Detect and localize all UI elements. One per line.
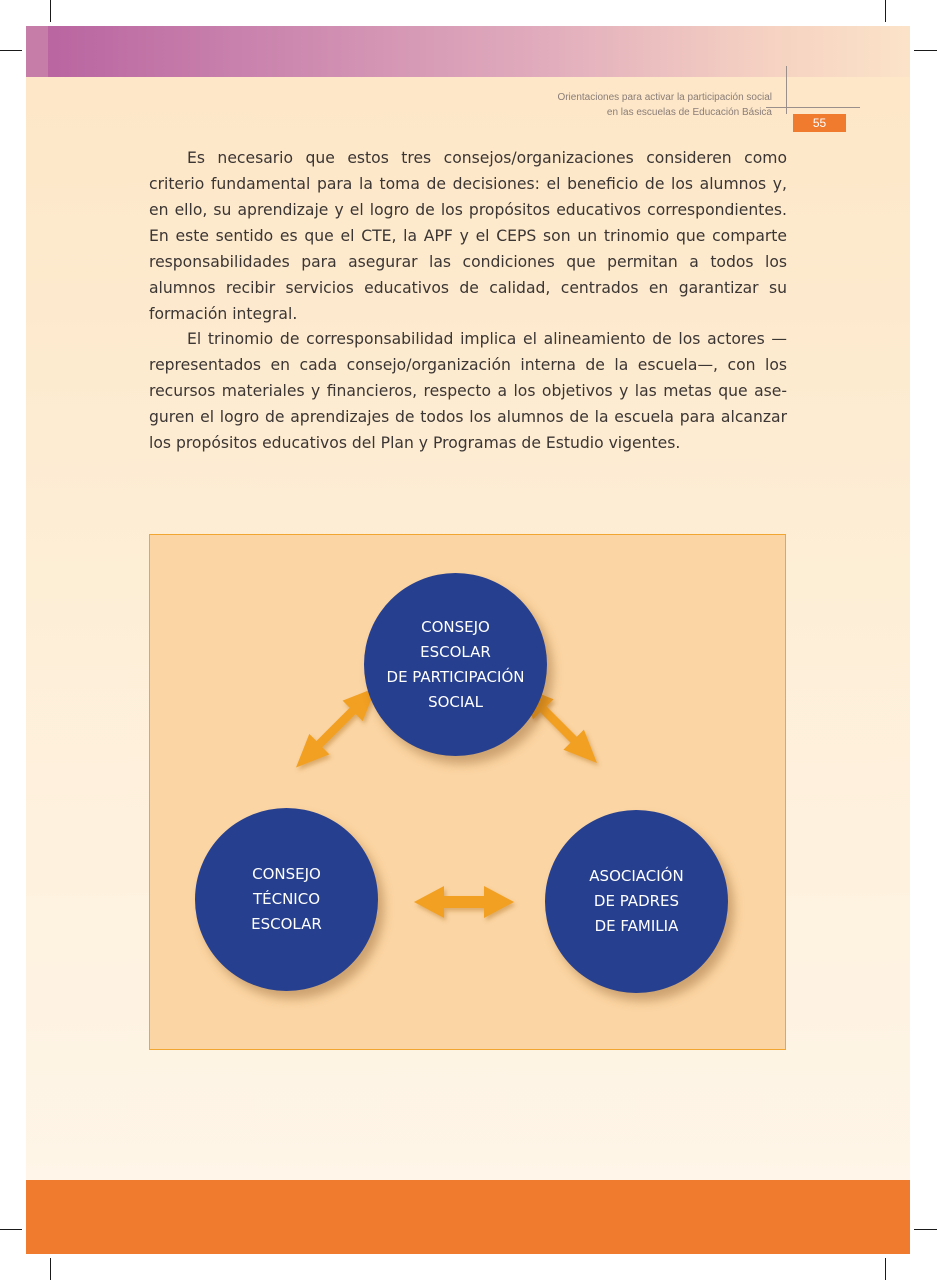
header-color-band: [26, 26, 910, 77]
crop-mark: [885, 0, 886, 22]
header-band-edge: [26, 26, 48, 77]
page-number: 55: [793, 114, 846, 132]
running-head-line1: Orientaciones para activar la participación social: [557, 92, 772, 103]
trinomio-diagram: [149, 534, 786, 1050]
crop-mark: [0, 1229, 22, 1230]
node-label: CONSEJO TÉCNICO ESCOLAR: [251, 865, 322, 933]
crop-mark: [914, 1229, 937, 1230]
crop-mark: [0, 50, 22, 51]
crop-mark: [50, 1258, 51, 1280]
crop-mark: [914, 50, 937, 51]
footer-color-band: [26, 1180, 910, 1254]
node-label: ASOCIACIÓN DE PADRES DE FAMILIA: [589, 867, 684, 935]
node-label: CONSEJO ESCOLAR DE PARTICIPACIÓN SOCIAL: [386, 617, 525, 711]
node-asociacion-padres-familia: [545, 810, 728, 993]
crop-mark: [885, 1258, 886, 1280]
book-page: [26, 26, 910, 1254]
node-consejo-tecnico-escolar: [195, 808, 378, 991]
body-paragraph-1: Es necesario que estos tres consejos/organizaciones consideren como criterio fundamental para la toma de decisiones: el beneficio de los alumnos y, en ello, su aprendizaje y el logro de los propósitos educativos correspondientes. En este sentido es que el CTE, la APF y el CEPS son un trinomio que comparte responsabilidades para asegurar las condiciones que permitan a todos los alumnos recibir servicios educativos de calidad, centrados en garantizar su formación integral.: [149, 149, 787, 323]
crop-mark: [50, 0, 51, 22]
node-consejo-escolar-participacion-social: [364, 573, 547, 756]
double-arrow-top-left: [296, 688, 376, 768]
running-head: [557, 90, 772, 120]
double-arrow-bottom: [414, 886, 514, 918]
body-paragraph-2: El trinomio de corresponsabilidad implica el alineamiento de los actores —representados en cada consejo/organización interna de la escuela—, con los recursos materiales y financieros, respecto a los objetivos y las metas que aseguren el logro de aprendizajes de todos los alumnos de la escuela para alcanzar los propósitos educativos del Plan y Programas de Estudio vigentes.: [149, 330, 787, 452]
running-head-line2: en las escuelas de Educación Básica: [606, 107, 772, 118]
header-rule-horizontal: [766, 107, 860, 108]
